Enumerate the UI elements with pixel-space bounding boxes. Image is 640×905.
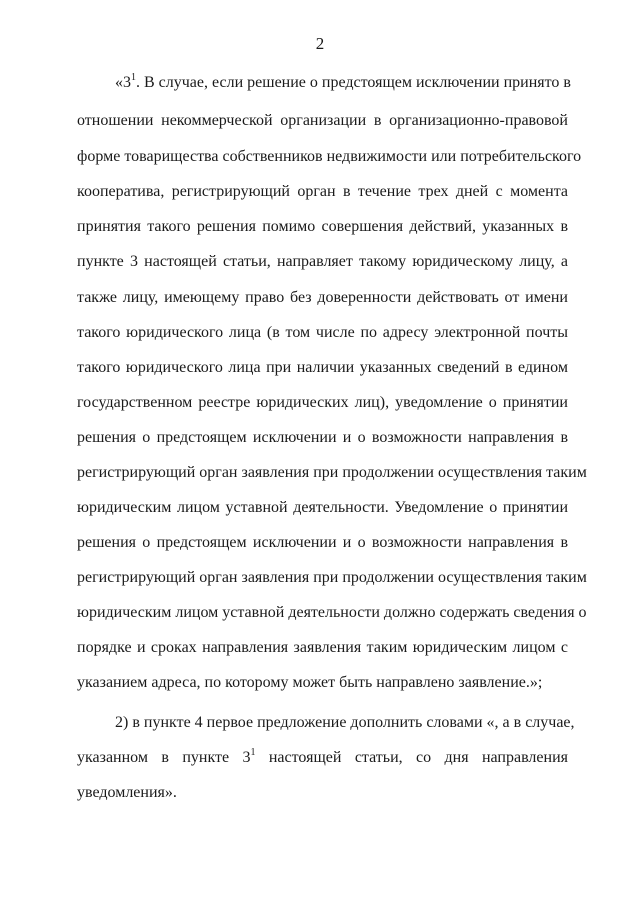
text-line: принятия такого решения помимо совершения действий, указанных в <box>77 218 568 235</box>
text-line: юридическим лицом уставной деятельности должно содержать сведения о <box>77 604 587 621</box>
text-line: государственном реестре юридических лиц), уведомление о принятии <box>77 394 568 411</box>
text-line: юридическим лицом уставной деятельности. Уведомление о принятии <box>77 499 568 516</box>
text-line: решения о предстоящем исключении и о возможности направления в <box>77 429 568 446</box>
text-line: такого юридического лица (в том числе по адресу электронной почты <box>77 324 568 341</box>
item-number-superscript: 1 <box>131 72 136 83</box>
text-line: отношении некоммерческой организации в организационно-правовой <box>77 112 568 129</box>
item-number-superscript: 1 <box>250 747 256 758</box>
text-line: такого юридического лица при наличии указанных сведений в едином <box>77 359 568 376</box>
text-line: указанием адреса, по которому может быть направлено заявление.»; <box>77 674 543 691</box>
text-line: решения о предстоящем исключении и о возможности направления в <box>77 534 568 551</box>
text-line: 2) в пункте 4 первое предложение дополнить словами «, а в случае, <box>115 714 575 731</box>
text-line: форме товарищества собственников недвижимости или потребительского <box>77 148 582 165</box>
page-number: 2 <box>315 34 325 53</box>
text-line: порядке и сроках направления заявления таким юридическим лицом с <box>77 639 568 656</box>
item-number: «3 <box>115 74 131 91</box>
text-line: регистрирующий орган заявления при продолжении осуществления таким <box>77 464 587 481</box>
item-number-dot: . <box>136 74 140 91</box>
text-line: «$3^1$. В случае, если решение о предстоящем исключении принято в <box>115 72 571 91</box>
text-line: пункте 3 настоящей статьи, направляет такому юридическому лицу, а <box>77 253 568 270</box>
text-line: указанном в пункте $3^1$ настоящей статьи, со дня направления <box>77 747 568 766</box>
text-line: кооператива, регистрирующий орган в течение трех дней с момента <box>77 183 568 200</box>
text-line: уведомления». <box>77 784 177 801</box>
text-line: также лицу, имеющему право без доверенности действовать от имени <box>77 289 568 306</box>
text-line: регистрирующий орган заявления при продолжении осуществления таким <box>77 569 587 586</box>
